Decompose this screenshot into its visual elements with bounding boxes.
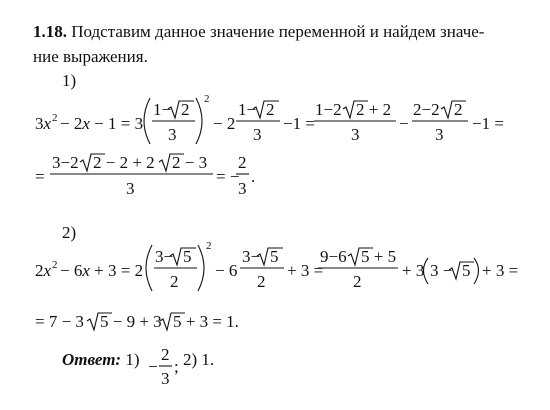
svg-text:2: 2 [238, 153, 247, 172]
svg-text:2: 2 [454, 100, 463, 119]
svg-text:3: 3 [168, 125, 177, 144]
svg-text:−: − [148, 357, 158, 376]
svg-text:− 2: − 2 [213, 114, 236, 133]
svg-text:5 + 5: 5 + 5 [361, 247, 397, 266]
svg-text:− 2x − 1 = 3: − 2x − 1 = 3 [60, 114, 144, 133]
svg-text:= −: = − [216, 167, 240, 186]
svg-text:2x: 2x [35, 261, 52, 280]
svg-text:3−: 3− [155, 247, 174, 266]
part2-label: 2) [62, 223, 77, 242]
svg-text:+ 3: + 3 [402, 261, 425, 280]
svg-text:−1 =: −1 = [472, 114, 504, 133]
svg-text:3 −: 3 − [430, 261, 453, 280]
svg-text:2: 2 [204, 93, 210, 105]
part1-label: 1) [62, 71, 77, 90]
svg-text:2 − 2 + 2: 2 − 2 + 2 [93, 153, 155, 172]
svg-text:3: 3 [253, 125, 262, 144]
svg-text:2: 2 [257, 272, 266, 291]
answer-part2: 2) 1. [183, 350, 215, 369]
svg-text:1−: 1− [238, 100, 257, 119]
svg-text:−: − [399, 114, 409, 133]
svg-text:3x: 3x [35, 114, 52, 133]
svg-text:5: 5 [462, 261, 471, 280]
svg-text:2: 2 [52, 112, 58, 124]
svg-text:.: . [251, 167, 256, 186]
svg-text:5 − 9 + 3: 5 − 9 + 3 [100, 312, 162, 331]
svg-text:2: 2 [206, 240, 212, 252]
svg-text:=: = [35, 167, 45, 186]
svg-text:−1 =: −1 = [283, 114, 315, 133]
svg-text:2−2: 2−2 [413, 100, 440, 119]
svg-text:2: 2 [52, 259, 58, 271]
answer-part1-prefix: 1) [125, 350, 140, 369]
svg-text:3−: 3− [242, 247, 261, 266]
svg-text:− 6x + 3 = 2: − 6x + 3 = 2 [60, 261, 144, 280]
svg-text:− 6: − 6 [215, 261, 238, 280]
svg-text:1−2: 1−2 [315, 100, 342, 119]
svg-text:5: 5 [183, 247, 192, 266]
svg-text:3: 3 [126, 179, 135, 198]
svg-text:2: 2 [181, 100, 190, 119]
svg-text:2: 2 [170, 272, 179, 291]
svg-text:5: 5 [270, 247, 279, 266]
svg-text:2 + 2: 2 + 2 [356, 100, 392, 119]
svg-text:5 + 3 = 1.: 5 + 3 = 1. [173, 312, 239, 331]
svg-text:3: 3 [435, 125, 444, 144]
svg-text:3: 3 [351, 125, 360, 144]
problem-text: Подставим данное значение переменной и найдем значе- [71, 22, 485, 41]
svg-text:1−: 1− [153, 100, 172, 119]
svg-text:= 7 − 3: = 7 − 3 [35, 312, 84, 331]
svg-text:+ 3 =: + 3 = [287, 261, 324, 280]
svg-text:2 − 3: 2 − 3 [172, 153, 208, 172]
problem-text-line2: ние выражения. [33, 47, 148, 66]
svg-text:3: 3 [238, 179, 247, 198]
svg-text:2: 2 [353, 272, 362, 291]
answer-label: Ответ: [62, 350, 122, 369]
svg-text:+ 3 =: + 3 = [482, 261, 519, 280]
svg-text:3: 3 [161, 369, 170, 388]
svg-text:2: 2 [266, 100, 275, 119]
svg-text:2: 2 [161, 345, 170, 364]
svg-text:3−2: 3−2 [52, 153, 79, 172]
problem-number: 1.18. [33, 22, 67, 41]
svg-text:;: ; [174, 357, 179, 376]
svg-text:9−6: 9−6 [320, 247, 347, 266]
